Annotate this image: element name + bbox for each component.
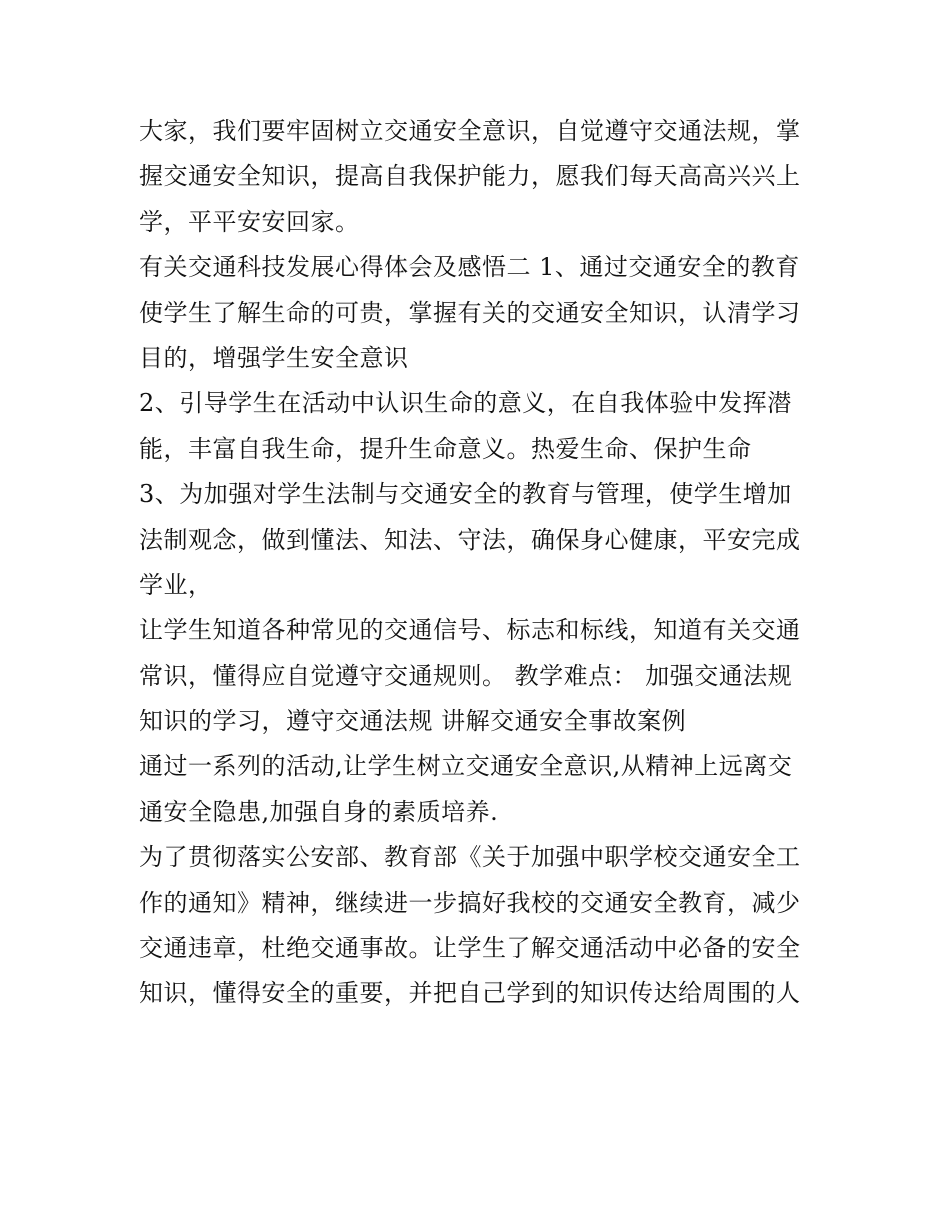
text-line: 为了贯彻落实公安部、教育部《关于加强中职学校交通安全工 — [139, 843, 801, 872]
text-line: 通安全隐患,加强自身的素质培养. — [139, 797, 499, 826]
text-line: 让学生知道各种常见的交通信号、标志和标线，知道有关交通 — [139, 616, 801, 645]
text-line: 通过一系列的活动,让学生树立交通安全意识,从精神上远离交 — [139, 752, 793, 781]
text-line: 交通违章，杜绝交通事故。让学生了解交通活动中必备的安全 — [139, 934, 801, 963]
text-line: 知识，懂得安全的重要，并把自己学到的知识传达给周围的人 — [139, 979, 801, 1008]
text-line: 知识的学习，遵守交通法规 讲解交通安全事故案例 — [139, 707, 687, 736]
text-line: 使学生了解生命的可贵，掌握有关的交通安全知识，认清学习 — [139, 298, 801, 327]
text-line: 法制观念，做到懂法、知法、守法，确保身心健康，平安完成 — [139, 525, 801, 554]
text-line: 有关交通科技发展心得体会及感悟二 1、通过交通安全的教育 — [139, 253, 800, 282]
text-line: 3、为加强对学生法制与交通安全的教育与管理，使学生增加 — [139, 480, 792, 509]
text-line: 目的，增强学生安全意识 — [139, 343, 409, 372]
text-line: 大家，我们要牢固树立交通安全意识，自觉遵守交通法规，掌 — [139, 117, 801, 145]
text-line: 学业， — [139, 570, 213, 599]
text-line: 握交通安全知识，提高自我保护能力，愿我们每天高高兴兴上 — [139, 162, 801, 191]
text-line: 学，平平安安回家。 — [139, 207, 360, 236]
body-text — [139, 109, 819, 1017]
text-line: 作的通知》精神，继续进一步搞好我校的交通安全教育，减少 — [139, 888, 801, 917]
text-line: 2、引导学生在活动中认识生命的意义，在自我体验中发挥潜 — [139, 389, 792, 418]
text-line: 常识，懂得应自觉遵守交通规则。 教学难点： 加强交通法规 — [139, 661, 793, 690]
text-line: 能，丰富自我生命，提升生命意义。热爱生命、保护生命 — [139, 434, 752, 463]
